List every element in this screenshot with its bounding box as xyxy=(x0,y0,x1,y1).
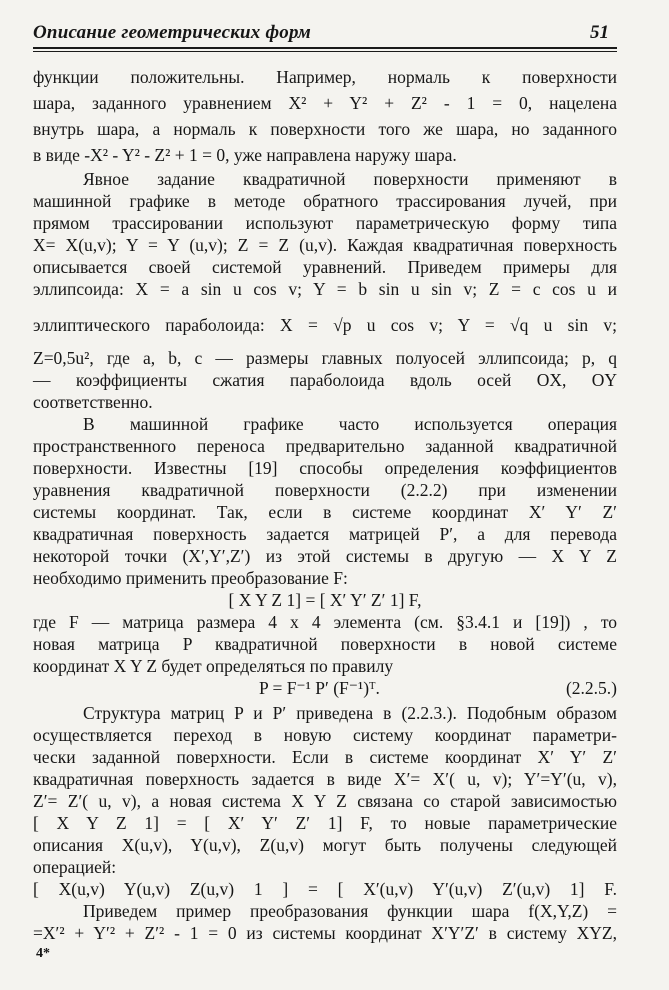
text-line: соответственно. xyxy=(33,392,153,412)
text-line: осуществляется переход в новую систему координат параметри- xyxy=(33,725,617,745)
text-line: Приведем пример преобразования функции шара f(X,Y,Z) = xyxy=(83,901,617,921)
text-line: шара, заданного уравнением X² + Y² + Z² - 1 = 0, нацелена xyxy=(33,93,617,113)
text-line: машинной графике в методе обратного трассирования лучей, при xyxy=(33,191,617,211)
text-line: в виде -X² - Y² - Z² + 1 = 0, уже направлена наружу шара. xyxy=(33,145,457,165)
text-line: эллиптического параболоида: X = √p u cos v; Y = √q u sin v; xyxy=(33,315,617,335)
text-line: прямом трассировании используют параметрическую форму типа xyxy=(33,213,617,233)
text-line: описания X(u,v), Y(u,v), Z(u,v) могут быть получены следующей xyxy=(33,835,617,855)
text-line: =X′² + Y′² + Z′² - 1 = 0 из системы координат X′Y′Z′ в систему XYZ, xyxy=(33,923,617,943)
text-line: где F — матрица размера 4 x 4 элемента (см. §3.4.1 и [19]) , то xyxy=(33,612,617,632)
text-line: чески заданной поверхности. Если в системе координат X′ Y′ Z′ xyxy=(33,747,617,767)
text-line: внутрь шара, а нормаль к поверхности того же шара, но заданного xyxy=(33,119,617,139)
text-line: координат X Y Z будет определяться по правилу xyxy=(33,656,394,676)
signature-mark: 4* xyxy=(36,946,50,961)
text-line: Z′= Z′( u, v), а новая система X Y Z связана со старой зависимостью xyxy=(33,791,617,811)
text-line: X= X(u,v); Y = Y (u,v); Z = Z (u,v). Каждая квадратичная поверхность xyxy=(33,235,617,255)
text-line: уравнения квадратичной поверхности (2.2.2) при изменении xyxy=(33,480,617,500)
header-rule-thin xyxy=(33,51,617,52)
text-line: необходимо применить преобразование F: xyxy=(33,568,348,588)
matrix-equation: [ X Y Z 1] = [ X′ Y′ Z′ 1] F, xyxy=(228,590,422,610)
text-line: Явное задание квадратичной поверхности применяют в xyxy=(83,169,617,189)
text-line: системы координат. Так, если в системе координат X′ Y′ Z′ xyxy=(33,502,617,522)
text-line: квадратичная поверхность задается в виде X′= X′( u, v); Y′=Y′(u, v), xyxy=(33,769,617,789)
text-line: некоторой точки (X′,Y′,Z′) из этой системы в другую — X Y Z xyxy=(33,546,617,566)
text-line: [ X Y Z 1] = [ X′ Y′ Z′ 1] F, то новые параметрические xyxy=(33,813,617,833)
header-page-number: 51 xyxy=(590,22,609,43)
text-line: функции положительны. Например, нормаль к поверхности xyxy=(33,67,617,87)
text-line: В машинной графике часто используется операция xyxy=(83,414,617,434)
equation-formula: P = F⁻¹ P′ (F⁻¹)ᵀ. xyxy=(259,678,380,698)
text-line: Z=0,5u², где a, b, c — размеры главных полуосей эллипсоида; p, q xyxy=(33,348,617,368)
parametric-transform-equation: [ X(u,v) Y(u,v) Z(u,v) 1 ] = [ X′(u,v) Y′(u,v) Z′(u,v) 1] F. xyxy=(33,879,617,899)
text-line: описывается своей системой уравнений. Приведем примеры для xyxy=(33,257,617,277)
text-line: квадратичная поверхность задается матрицей P′, а для перевода xyxy=(33,524,617,544)
text-line: Структура матриц P и P′ приведена в (2.2.3.). Подобным образом xyxy=(83,703,617,723)
running-header xyxy=(33,22,617,46)
header-title: Описание геометрических форм xyxy=(33,22,311,43)
text-line: — коэффициенты сжатия параболоида вдоль осей OX, OY xyxy=(33,370,617,390)
equation-number: (2.2.5.) xyxy=(565,678,617,698)
text-line: новая матрица P квадратичной поверхности в новой системе xyxy=(33,634,617,654)
text-line: эллипсоида: X = a sin u cos v; Y = b sin u sin v; Z = c cos u и xyxy=(33,279,617,299)
header-rule-thick xyxy=(33,47,617,49)
text-line: поверхности. Известны [19] способы определения коэффициентов xyxy=(33,458,617,478)
text-line: пространственного переноса предварительно заданной квадратичной xyxy=(33,436,617,456)
text-line: операцией: xyxy=(33,857,117,877)
